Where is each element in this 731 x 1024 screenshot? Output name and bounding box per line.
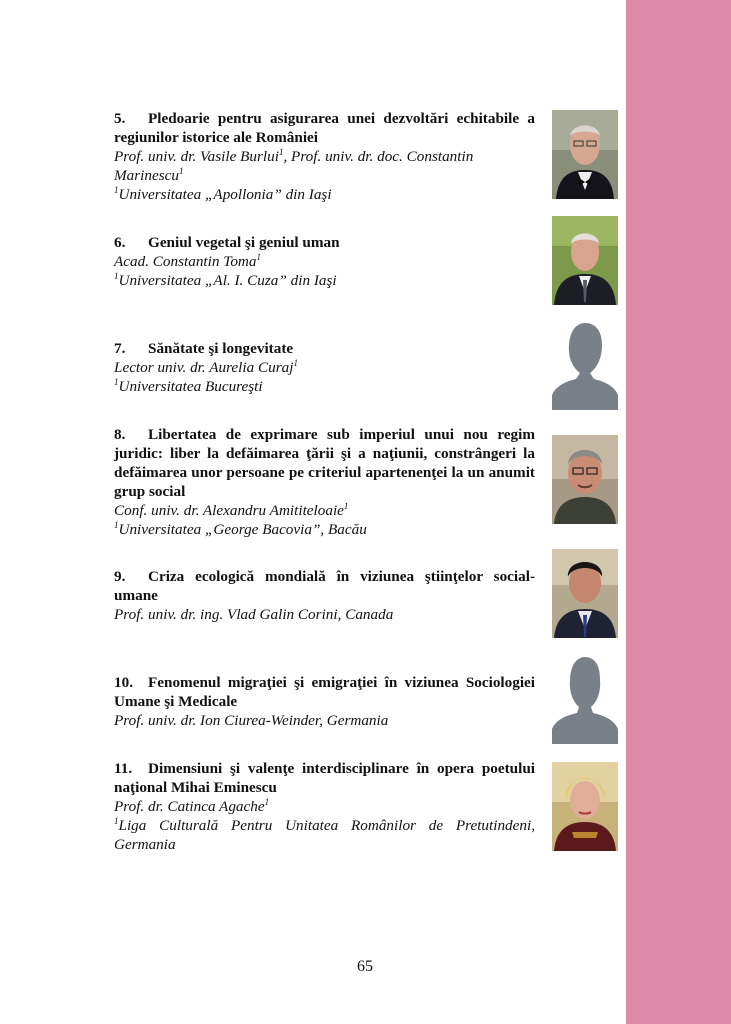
entry-affiliation: $^1$Universitatea Bucureşti (114, 376, 263, 395)
entry-11 (114, 759, 535, 854)
entry-affiliation: $^1$Universitatea „Al. I. Cuza” din Iaşi (114, 270, 337, 289)
placeholder-silhouette-10 (552, 655, 618, 744)
side-accent-band (626, 0, 731, 1024)
author-photo-5 (552, 110, 618, 199)
entry-6 (114, 233, 535, 290)
entry-authors: Acad. Constantin Toma$^1$ (114, 251, 261, 270)
author-photo-6 (552, 216, 618, 305)
author-photo-11 (552, 762, 618, 851)
placeholder-silhouette-7 (552, 321, 618, 410)
entry-title: 8. Libertatea de exprimare sub imperiul unui nou regim juridic: liber la defăimarea ţării şi a naţiunii, constrângeri la defăimarea unor persoane pe criteriul apartenenţei la un anumit grup social (114, 426, 535, 500)
entry-authors: Prof. dr. Catinca Agache$^1$ (114, 796, 270, 815)
page-number: 65 (357, 958, 373, 975)
entry-authors: Lector univ. dr. Aurelia Curaj$^1$ (114, 357, 298, 376)
entry-affiliation: $^1$Universitatea „George Bacovia”, Bacău (114, 519, 367, 538)
author-photo-9 (552, 549, 618, 638)
entry-authors: Conf. univ. dr. Alexandru Amititeloaie$^1$ (114, 500, 349, 519)
entry-authors-cont: Marinescu$^1$ (114, 165, 184, 184)
entry-affiliation: $^1$Liga Culturală Pentru Unitatea Românilor de Pretutindeni, Germania (114, 815, 535, 853)
entry-title: 6. Geniul vegetal şi geniul uman (114, 234, 340, 251)
entry-title: 7. Sănătate şi longevitate (114, 340, 294, 357)
entry-affiliation: $^1$Universitatea „Apollonia” din Iaşi (114, 184, 332, 203)
entry-title: 9. Criza ecologică mondială în viziunea ştiinţelor social-umane (114, 568, 535, 604)
entry-8 (114, 425, 535, 539)
entry-10 (114, 673, 535, 730)
entry-authors: Prof. univ. dr. ing. Vlad Galin Corini, Canada (114, 606, 394, 623)
entry-authors: Prof. univ. dr. Ion Ciurea-Weinder, Germania (114, 712, 389, 729)
entry-title: 11. Dimensiuni şi valenţe interdisciplinare în opera poetului naţional Mihai Eminescu (114, 760, 535, 796)
author-photo-8 (552, 435, 618, 524)
entry-7 (114, 339, 535, 396)
entry-authors: Prof. univ. dr. Vasile Burlui$^1$, Prof. univ. dr. doc. Constantin (114, 146, 474, 165)
entry-title: 10. Fenomenul migraţiei şi emigraţiei în viziunea Sociologiei Umane şi Medicale (114, 674, 535, 710)
entry-9 (114, 567, 535, 624)
entry-title: 5. Pledoarie pentru asigurarea unei dezvoltări echitabile a regiunilor istorice ale României (114, 110, 535, 146)
entry-5 (114, 109, 535, 204)
